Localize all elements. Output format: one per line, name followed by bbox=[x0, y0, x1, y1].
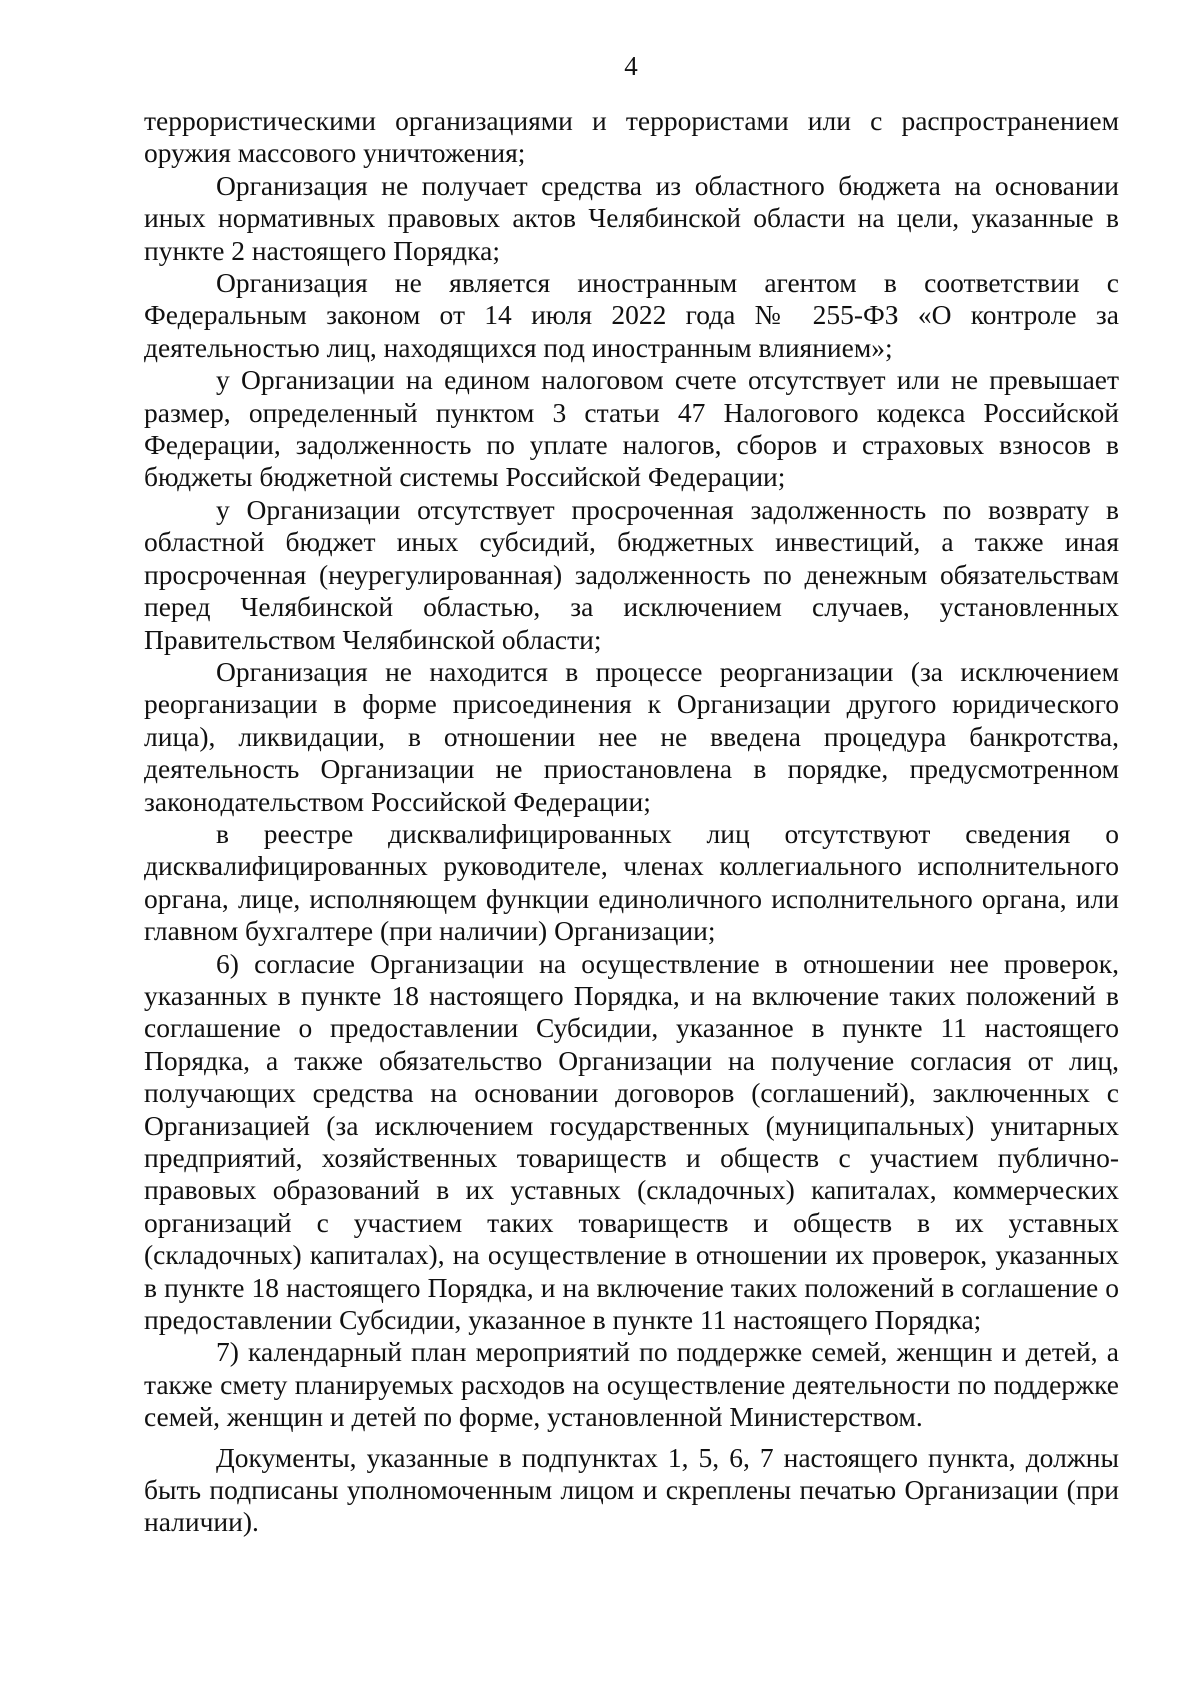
document-body bbox=[144, 105, 1119, 1539]
paragraph-disqualified-persons: в реестре дисквалифицированных лиц отсутствуют сведения о дисквалифицированных руководителе, членах коллегиального исполнительного органа, лице, исполняющем функции единоличного исполнительного органа, или главном бухгалтере (при наличии) Организации; bbox=[144, 817, 1119, 947]
paragraph-not-foreign-agent: Организация не является иностранным агентом в соответствии с Федеральным законом от 14 июля 2022 года № 255-ФЗ «О контроле за деятельностью лиц, находящихся под иностранным влиянием»; bbox=[144, 267, 1119, 363]
paragraph-continuation: террористическими организациями и террористами или с распространением оружия массового уничтожения; bbox=[144, 105, 1119, 169]
paragraph-item-6-consent: 6) согласие Организации на осуществление в отношении нее проверок, указанных в пункте 18 настоящего Порядка, и на включение таких положений в соглашение о предоставлении Субсидии, указанное в пункте 11 настоящего Порядка, а также обязательство Организации на получение согласия от лиц, получающих средства на основании договоров (соглашений), заключенных с Организацией (за исключением государственных (муниципальных) унитарных предприятий, хозяйственных товариществ и обществ с участием публично-правовых образований в их уставных (складочных) капиталах, коммерческих организаций с участием таких товариществ и обществ в их уставных (складочных) капиталах), на осуществление в отношении их проверок, указанных в пункте 18 настоящего Порядка, и на включение таких положений в соглашение о предоставлении Субсидии, указанное в пункте 11 настоящего Порядка; bbox=[144, 947, 1119, 1336]
paragraph-tax-debt: у Организации на едином налоговом счете отсутствует или не превышает размер, определенный пунктом 3 статьи 47 Налогового кодекса Российской Федерации, задолженность по уплате налогов, сборов и страховых взносов в бюджеты бюджетной системы Российской Федерации; bbox=[144, 364, 1119, 493]
paragraph-reorganization: Организация не находится в процессе реорганизации (за исключением реорганизации в форме присоединения к Организации другого юридического лица), ликвидации, в отношении нее не введена процедура банкротства, деятельность Организации не приостановлена в порядке, предусмотренном законодательством Российской Федерации; bbox=[144, 655, 1119, 817]
paragraph-overdue-debt: у Организации отсутствует просроченная задолженность по возврату в областной бюджет иных субсидий, бюджетных инвестиций, а также иная просроченная (неурегулированная) задолженность по денежным обязательствам перед Челябинской областью, за исключением случаев, установленных Правительством Челябинской области; bbox=[144, 493, 1119, 655]
paragraph-documents-signature: Документы, указанные в подпунктах 1, 5, 6, 7 настоящего пункта, должны быть подписаны уполномоченным лицом и скреплены печатью Организации (при наличии). bbox=[144, 1441, 1119, 1538]
page-number: 4 bbox=[624, 51, 638, 81]
paragraph-item-7-calendar-plan: 7) календарный план мероприятий по поддержке семей, женщин и детей, а также смету планируемых расходов на осуществление деятельности по поддержке семей, женщин и детей по форме, установленной Министерством. bbox=[144, 1336, 1119, 1433]
paragraph-no-regional-funds: Организация не получает средства из областного бюджета на основании иных нормативных правовых актов Челябинской области на цели, указанные в пункте 2 настоящего Порядка; bbox=[144, 169, 1119, 266]
